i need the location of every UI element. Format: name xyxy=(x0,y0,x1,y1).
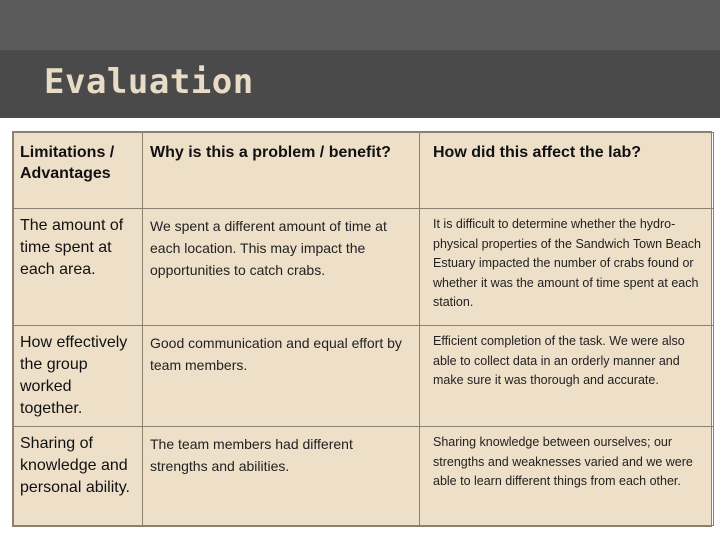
table-row xyxy=(14,326,714,427)
header-effect: How did this affect the lab? xyxy=(420,133,714,209)
table-row xyxy=(14,427,714,526)
slide-title: Evaluation xyxy=(44,62,254,102)
row-reason: We spent a different amount of time at each location. This may impact the opportunities to catch crabs. xyxy=(143,209,420,326)
row-effect: Efficient completion of the task. We were also able to collect data in an orderly manner and make sure it was thorough and accurate. xyxy=(420,326,714,427)
header-why: Why is this a problem / benefit? xyxy=(143,133,420,209)
row-effect: It is difficult to determine whether the hydro-physical properties of the Sandwich Town Beach Estuary impacted the number of crabs found or whether it was the amount of time spent at each station. xyxy=(420,209,714,326)
evaluation-table xyxy=(12,131,712,527)
slide-header xyxy=(0,0,720,118)
row-reason: The team members had different strengths and abilities. xyxy=(143,427,420,526)
header-limitations: Limitations / Advantages xyxy=(14,133,143,209)
row-item: How effectively the group worked together. xyxy=(14,326,143,427)
row-item: Sharing of knowledge and personal ability. xyxy=(14,427,143,526)
table-header-row xyxy=(14,133,714,209)
row-reason: Good communication and equal effort by team members. xyxy=(143,326,420,427)
table-row xyxy=(14,209,714,326)
row-item: The amount of time spent at each area. xyxy=(14,209,143,326)
row-effect: Sharing knowledge between ourselves; our strengths and weaknesses varied and we were able to learn different things from each other. xyxy=(420,427,714,526)
